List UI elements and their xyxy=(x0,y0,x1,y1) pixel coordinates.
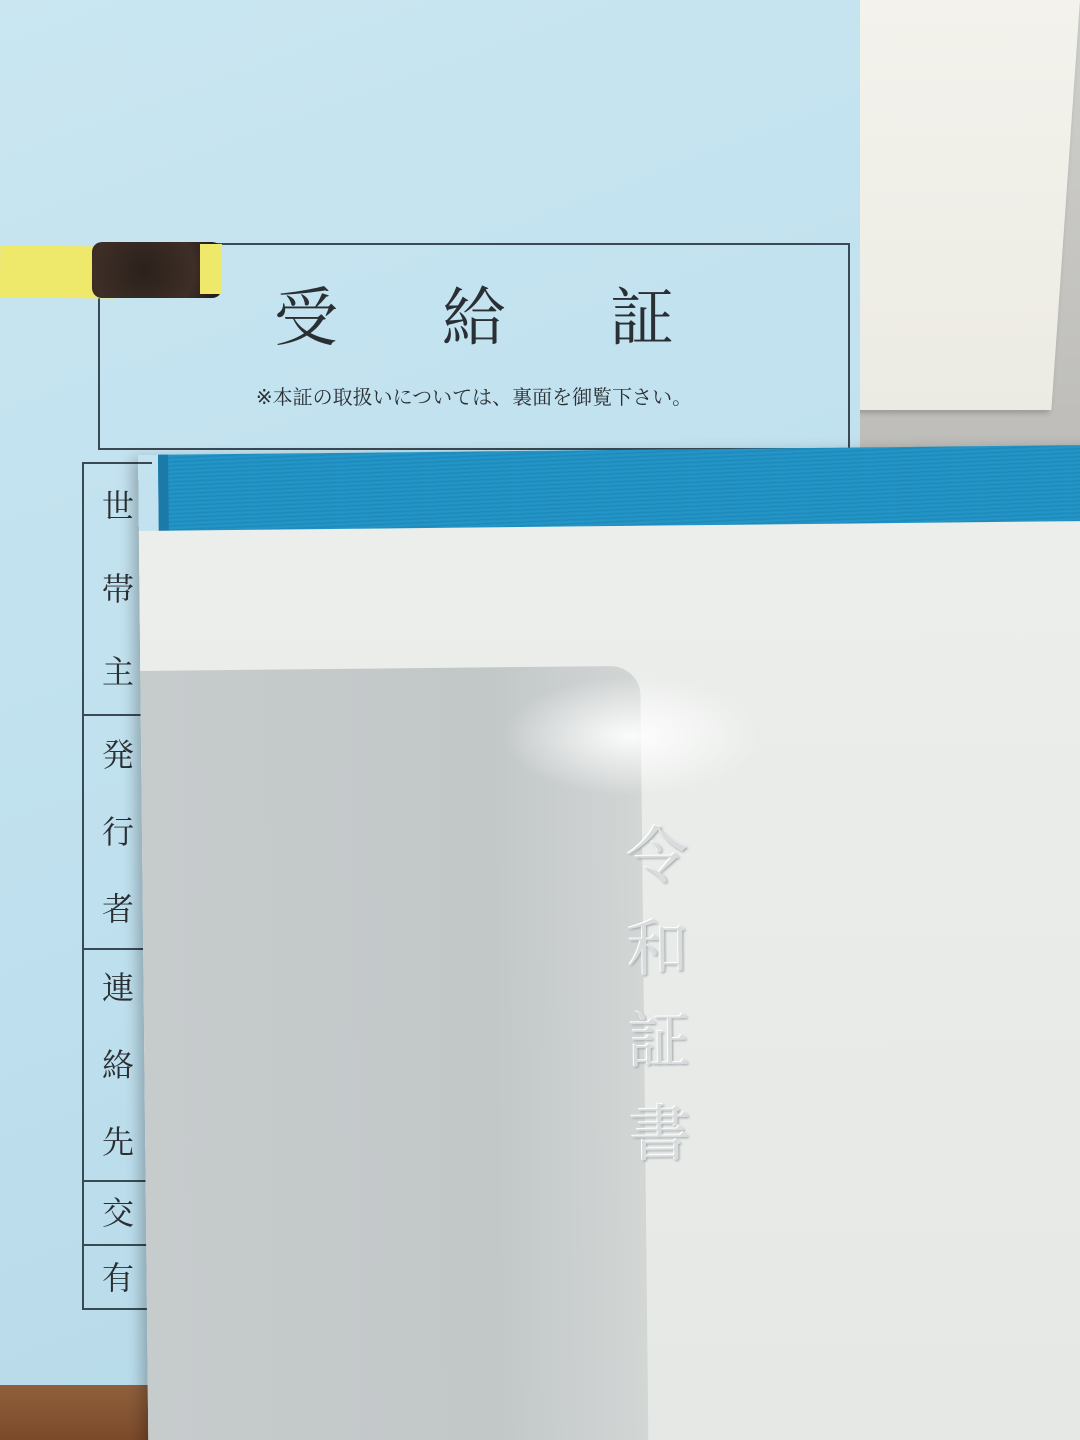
label-char: 交 xyxy=(101,1194,134,1232)
handling-notice: ※本証の取扱いについては、裏面を御覧下さい。 xyxy=(255,385,693,409)
label-char: 有 xyxy=(101,1259,134,1297)
emboss-glyph: 和 xyxy=(626,911,690,986)
light-reflection xyxy=(500,674,761,797)
passbook-cover xyxy=(139,521,1080,1440)
white-passbook xyxy=(138,445,1080,1440)
label-char: 連 xyxy=(101,969,134,1008)
label-char: 発 xyxy=(101,735,134,774)
title-char: 受 xyxy=(274,282,442,356)
title-char: 証 xyxy=(610,282,778,356)
label-issue xyxy=(84,1182,152,1246)
title-char: 給 xyxy=(442,282,610,356)
emboss-glyph: 令 xyxy=(625,819,689,893)
cream-paper xyxy=(831,0,1080,410)
emboss-glyph: 書 xyxy=(628,1097,692,1171)
label-char: 世 xyxy=(101,486,134,525)
label-char: 主 xyxy=(101,653,134,692)
label-contact xyxy=(84,950,152,1182)
emboss-glyph: 証 xyxy=(627,1004,691,1079)
passbook-band-edge xyxy=(158,455,169,533)
label-char: 絡 xyxy=(101,1045,134,1084)
label-char: 者 xyxy=(101,890,134,929)
label-valid xyxy=(84,1246,152,1310)
label-char: 帯 xyxy=(101,569,134,608)
passbook-blue-band xyxy=(158,445,1080,533)
label-char: 行 xyxy=(101,812,134,851)
embossed-lettering xyxy=(612,819,706,1171)
yellow-tape-edge xyxy=(200,244,222,294)
label-char: 先 xyxy=(101,1122,134,1161)
